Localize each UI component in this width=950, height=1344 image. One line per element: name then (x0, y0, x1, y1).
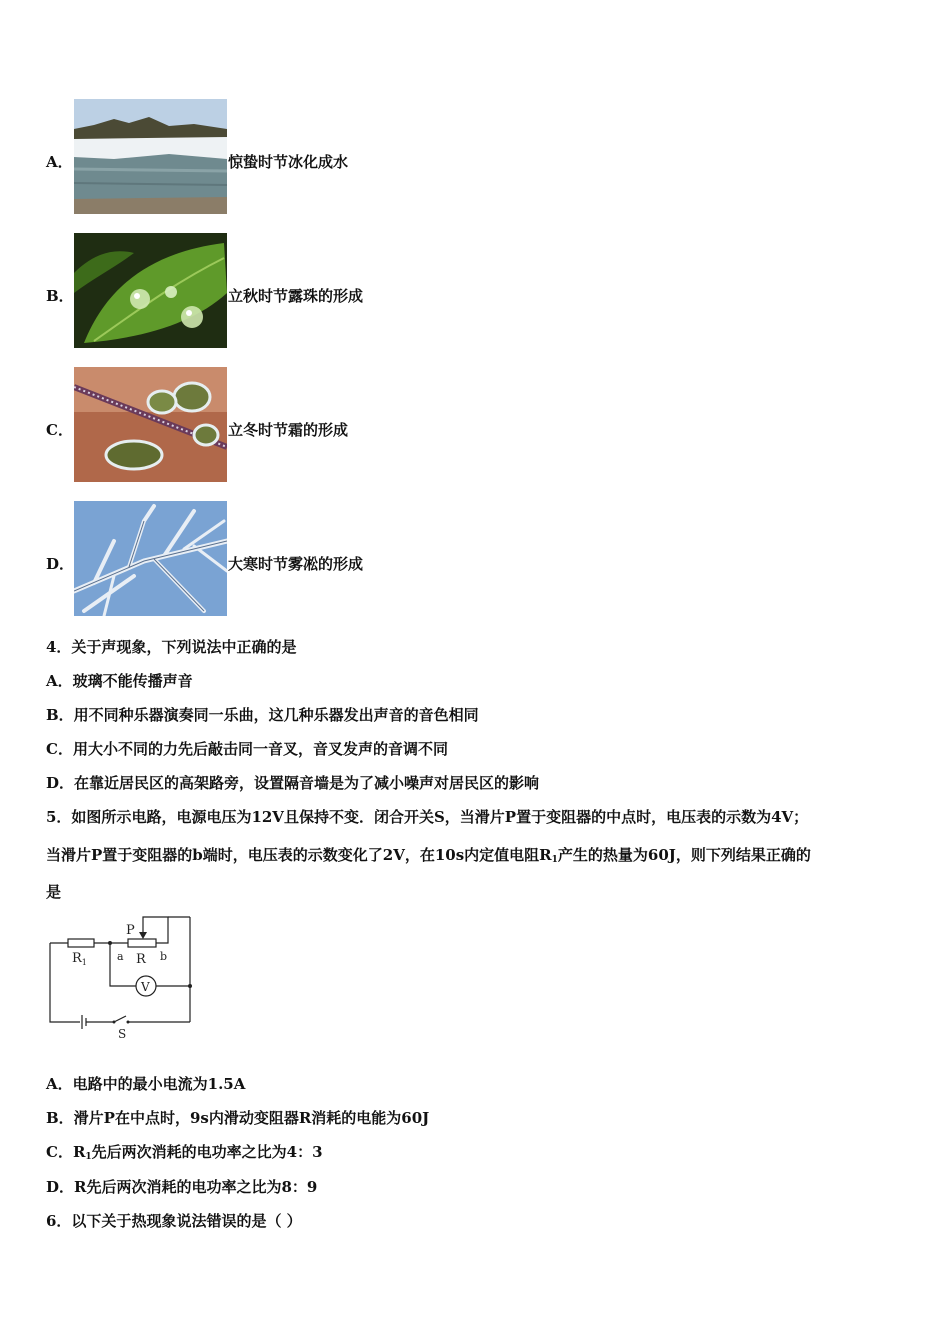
q6-stem: 6．以下关于热现象说法错误的是（ ） (46, 1212, 302, 1230)
q5-option-c: C．$R_1$先后两次消耗的电功率之比为4：3 (46, 1143, 323, 1162)
q5-stem-line3: 是 (46, 883, 62, 901)
q3-option-b-letter: B． (46, 287, 74, 305)
q5-option-a: A．电路中的最小电流为1.5A (46, 1075, 246, 1093)
label-v: V (141, 980, 150, 994)
label-s: S (118, 1027, 127, 1041)
q5-stem-line1: 5．如图所示电路，电源电压为12V且保持不变．闭合开关S，当滑片P置于变阻器的中点时，电压表的示数为4V； (46, 808, 809, 826)
switch-s (114, 1016, 126, 1022)
q3-option-d-letter: D． (46, 555, 75, 573)
label-b: b (160, 950, 168, 963)
dew-leaf-photo (74, 233, 227, 348)
q3-option-d-text: 大寒时节雾凇的形成 (228, 555, 364, 573)
q3-option-a-text: 惊蛰时节冰化成水 (228, 153, 349, 171)
label-r1: $R_1$ (72, 951, 87, 967)
resistor-r1 (68, 939, 94, 947)
q4-option-b: B．用不同种乐器演奏同一乐曲，这几种乐器发出声音的音色相同 (46, 706, 479, 724)
q5-stem-line2: 当滑片P置于变阻器的b端时，电压表的示数变化了2V，在10s内定值电阻$R_1$产生的热量为60J，则下列结果正确的 (46, 846, 811, 865)
q3-option-c-text: 立冬时节霜的形成 (228, 421, 349, 439)
q4-option-a: A．玻璃不能传播声音 (46, 672, 193, 690)
label-a: a (117, 950, 124, 963)
label-r: R (136, 952, 146, 967)
q4-stem: 4．关于声现象，下列说法中正确的是 (46, 638, 297, 656)
q4-option-c: C．用大小不同的力先后敲击同一音叉，音叉发声的音调不同 (46, 740, 448, 758)
frost-leaf-photo (74, 367, 227, 482)
rime-branch-photo (74, 501, 227, 616)
circuit-diagram (44, 912, 200, 1044)
q4-option-d: D．在靠近居民区的高架路旁，设置隔音墙是为了减小噪声对居民区的影响 (46, 774, 540, 792)
q3-option-a-letter: A． (46, 153, 73, 171)
q3-option-b-text: 立秋时节露珠的形成 (228, 287, 364, 305)
frozen-lake-photo (74, 99, 227, 214)
q5-option-d: D．R先后两次消耗的电功率之比为8：9 (46, 1178, 318, 1196)
rheostat-r (128, 939, 156, 947)
label-p: P (126, 923, 135, 938)
q5-option-b: B．滑片P在中点时，9s内滑动变阻器R消耗的电能为60J (46, 1109, 430, 1127)
q3-option-c-letter: C． (46, 421, 73, 439)
